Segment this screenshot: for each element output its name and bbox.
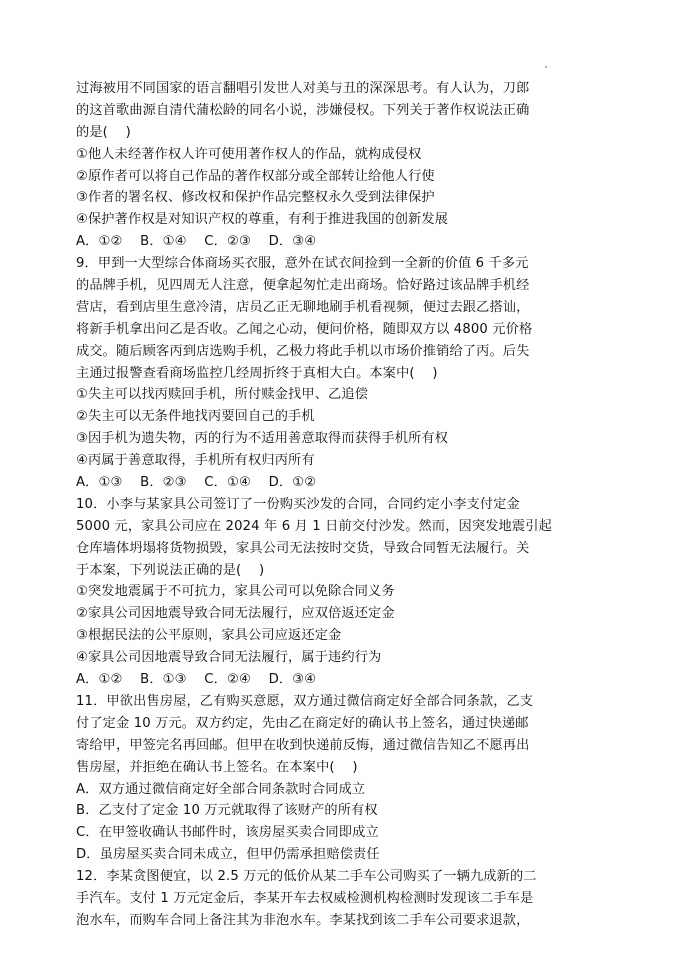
text-line: ④家具公司因地震导致合同无法履行，属于违约行为 <box>76 650 382 666</box>
text-line: 11．甲欲出售房屋，乙有购买意愿，双方通过微信商定好全部合同条款，乙支 <box>76 693 534 709</box>
text-line: ③作者的署名权、修改权和保护作品完整权永久受到法律保护 <box>76 190 435 206</box>
text-line: A．①② B．①③ C．②④ D．③④ <box>76 672 317 688</box>
text-line: A．①② B．①④ C．②③ D．③④ <box>76 234 317 250</box>
text-line: 成交。随后顾客丙到店选购手机，乙极力将此手机以市场价推销给了丙。后失 <box>76 343 530 359</box>
text-line: 将新手机拿出问乙是否收。乙闻之心动，便问价格，随即双方以 4800 元价格 <box>76 321 533 337</box>
text-line: D．虽房屋买卖合同未成立，但甲仍需承担赔偿责任 <box>76 847 380 863</box>
text-line: 仓库墙体坍塌将货物损毁，家具公司无法按时交货，导致合同暂无法履行。关 <box>76 540 530 556</box>
text-line: ④保护著作权是对知识产权的尊重，有利于推进我国的创新发展 <box>76 212 449 228</box>
text-line: 的这首歌曲源自清代蒲松龄的同名小说，涉嫌侵权。下列关于著作权说法正确 <box>76 102 530 118</box>
text-line: 过海被用不同国家的语言翻唱引发世人对美与丑的深深思考。有人认为，刀郎 <box>76 81 530 96</box>
text-line: 10．小李与某家具公司签订了一份购买沙发的合同，合同约定小李支付定金 <box>76 496 520 512</box>
text-line: 营店，看到店里生意冷清，店员乙正无聊地刷手机看视频，便过去跟乙搭讪， <box>76 299 530 315</box>
text-line: ①他人未经著作权人许可使用著作权人的作品，就构成侵权 <box>76 146 422 162</box>
text-line: 于本案，下列说法正确的是( ) <box>76 562 265 578</box>
text-line: 付了定金 10 万元。双方约定，先由乙在商定好的确认书上签名，通过快递邮 <box>76 715 529 731</box>
text-line: 的是( ) <box>76 124 131 140</box>
text-line: ③根据民法的公平原则，家具公司应返还定金 <box>76 628 342 644</box>
text-line: A．双方通过微信商定好全部合同条款时合同成立 <box>76 781 366 797</box>
scan-speck <box>545 66 547 68</box>
text-line: ③因手机为遗失物，丙的行为不适用善意取得而获得手机所有权 <box>76 431 449 447</box>
text-line: ①突发地震属于不可抗力，家具公司可以免除合同义务 <box>76 584 395 600</box>
text-line: 12．李某贪图便宜，以 2.5 万元的低价从某二手车公司购买了一辆九成新的二 <box>76 869 537 885</box>
text-line: 寄给甲，甲签完名再回邮。但甲在收到快递前反悔，通过微信告知乙不愿再出 <box>76 737 530 753</box>
text-line: A．①③ B．②③ C．①④ D．①② <box>76 475 317 491</box>
text-line: 售房屋，并拒绝在确认书上签名。在本案中( ) <box>76 759 358 775</box>
text-line: ②原作者可以将自己作品的著作权部分或全部转让给他人行使 <box>76 168 435 184</box>
text-line: ①失主可以找丙赎回手机，所付赎金找甲、乙追偿 <box>76 387 369 403</box>
text-line: 泡水车，而购车合同上备注其为非泡水车。李某找到该二手车公司要求退款， <box>76 912 530 928</box>
text-line: 的品牌手机，见四周无人注意，便拿起匆忙走出商场。恰好路过该品牌手机经 <box>76 278 530 294</box>
text-line: ②失主可以无条件地找丙要回自己的手机 <box>76 409 315 425</box>
text-line: B．乙支付了定金 10 万元就取得了该财产的所有权 <box>76 803 378 819</box>
text-line: C．在甲签收确认书邮件时，该房屋买卖合同即成立 <box>76 825 379 841</box>
text-line: ④丙属于善意取得，手机所有权归丙所有 <box>76 453 315 469</box>
text-line: 5000 元，家具公司应在 2024 年 6 月 1 日前交付沙发。然而，因突发地震引起 <box>76 518 552 534</box>
text-line: 9．甲到一大型综合体商场买衣服，意外在试衣间捡到一全新的价值 6 千多元 <box>76 256 529 272</box>
text-line: 手汽车。支付 1 万元定金后，李某开车去权威检测机构检测时发现该二手车是 <box>76 890 534 906</box>
document-body <box>76 78 616 932</box>
text-line: ②家具公司因地震导致合同无法履行，应双倍返还定金 <box>76 606 395 622</box>
text-line: 主通过报警查看商场监控几经周折终于真相大白。本案中( ) <box>76 365 438 381</box>
